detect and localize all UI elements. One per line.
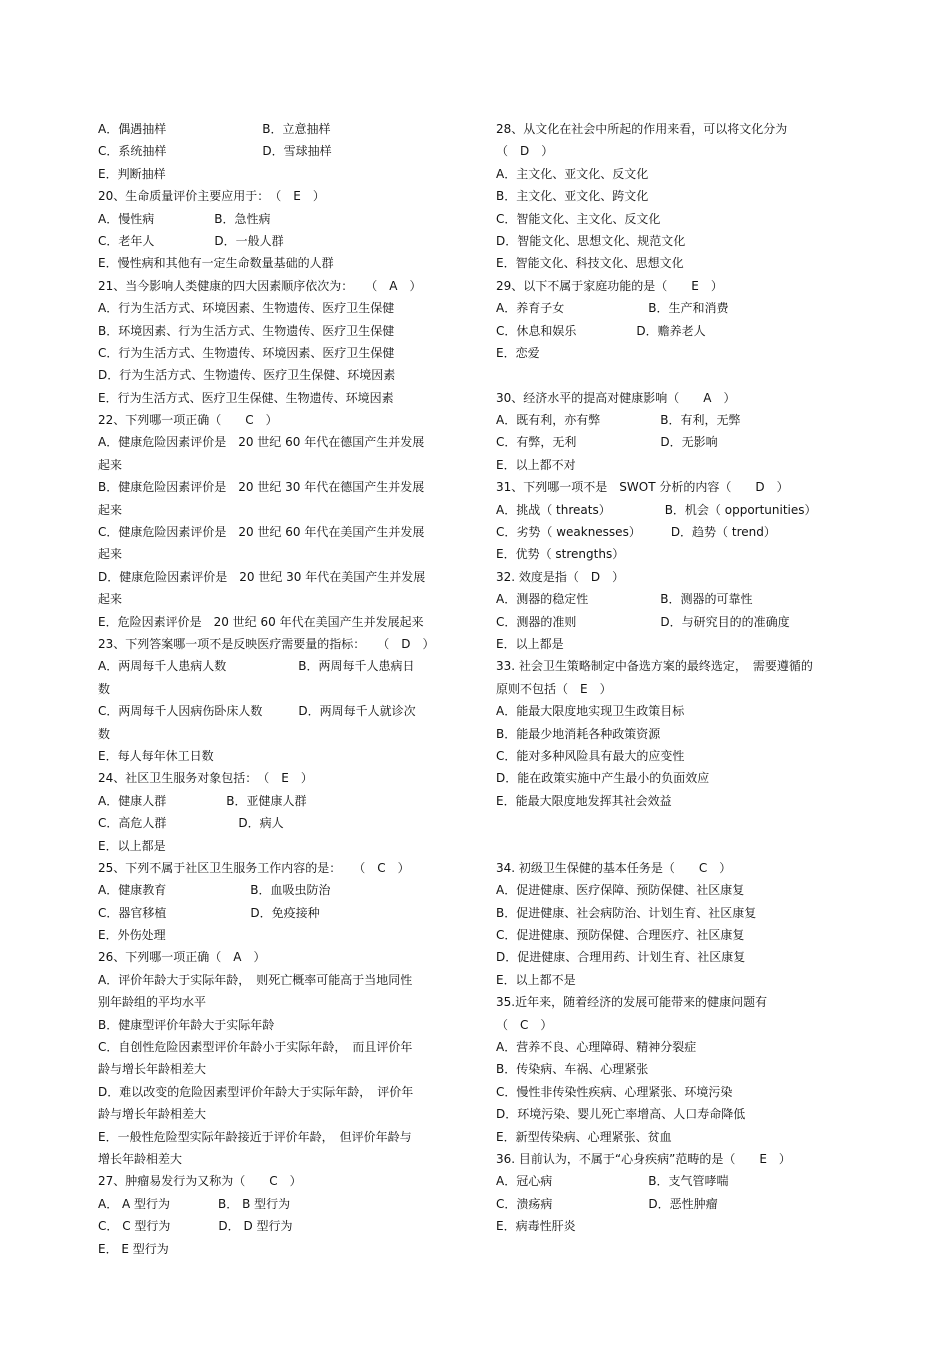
text-line: D．环境污染、婴儿死亡率增高、人口寿命降低 xyxy=(496,1107,746,1122)
text-line: 33. 社会卫生策略制定中备选方案的最终选定， 需要遵循的 xyxy=(496,659,813,674)
text-line: C．能对多种风险具有最大的应变性 xyxy=(496,748,685,763)
text-line: C．高危人群 D．病人 xyxy=(98,816,284,831)
text-line: E．判断抽样 xyxy=(98,166,166,181)
right-column xyxy=(496,118,866,1238)
text-line: 30、经济水平的提高对健康影响（ A ） xyxy=(496,390,736,405)
text-line: B．传染病、车祸、心理紧张 xyxy=(496,1062,649,1077)
text-line: 24、社区卫生服务对象包括： （ E ） xyxy=(98,771,313,786)
text-line: 龄与增长年龄相差大 xyxy=(98,1062,207,1077)
text-line: 原则不包括（ E ） xyxy=(496,681,612,696)
text-line: A．慢性病 B．急性病 xyxy=(98,211,271,226)
text-line: 31、下列哪一项不是 SWOT 分析的内容（ D ） xyxy=(496,480,789,495)
text-line: A．能最大限度地实现卫生政策目标 xyxy=(496,704,685,719)
text-line: E． E 型行为 xyxy=(98,1241,169,1256)
text-line: C．系统抽样 D．雪球抽样 xyxy=(98,144,332,159)
text-line: 27、肿瘤易发行为又称为（ C ） xyxy=(98,1174,302,1189)
text-line: （ C ） xyxy=(496,1017,553,1032)
text-line: E．慢性病和其他有一定生命数量基础的人群 xyxy=(98,256,334,271)
text-line: 36. 目前认为，不属于“心身疾病”范畴的是（ E ） xyxy=(496,1151,791,1166)
text-line: E．行为生活方式、医疗卫生保健、生物遗传、环境因素 xyxy=(98,390,394,405)
text-line: 32. 效度是指（ D ） xyxy=(496,569,625,584)
text-line: 数 xyxy=(98,681,111,696)
text-line: C．休息和娱乐 D．赡养老人 xyxy=(496,323,706,338)
text-line: A．健康教育 B．血吸虫防治 xyxy=(98,883,331,898)
text-line: A．健康危险因素评价是 20 世纪 60 年代在德国产生并发展 xyxy=(98,435,425,450)
text-line: C． C 型行为 D． D 型行为 xyxy=(98,1219,293,1234)
text-line: C．行为生活方式、生物遗传、环境因素、医疗卫生保健 xyxy=(98,345,395,360)
text-line: C．器官移植 D．免疫接种 xyxy=(98,905,320,920)
text-line: A．营养不良、心理障碍、精神分裂症 xyxy=(496,1040,697,1055)
text-line: B．主文化、亚文化、跨文化 xyxy=(496,189,649,204)
text-line: E．外伤处理 xyxy=(98,928,166,943)
text-line: E．危险因素评价是 20 世纪 60 年代在美国产生并发展起来 xyxy=(98,614,424,629)
text-line: C．健康危险因素评价是 20 世纪 60 年代在美国产生并发展 xyxy=(98,525,425,540)
text-line: 26、下列哪一项正确（ A ） xyxy=(98,950,266,965)
text-line: 别年龄组的平均水平 xyxy=(98,995,207,1010)
text-line: E．病毒性肝炎 xyxy=(496,1219,576,1234)
text-line: A．既有利，亦有弊 B．有利，无弊 xyxy=(496,413,741,428)
text-line: A．测器的稳定性 B．测器的可靠性 xyxy=(496,592,753,607)
text-line: 28、从文化在社会中所起的作用来看，可以将文化分为 xyxy=(496,122,788,136)
text-line: 龄与增长年龄相差大 xyxy=(98,1107,207,1122)
text-line: A．促进健康、医疗保障、预防保健、社区康复 xyxy=(496,883,745,898)
text-line: B．健康危险因素评价是 20 世纪 30 年代在德国产生并发展 xyxy=(98,480,425,495)
text-line: （ D ） xyxy=(496,144,554,159)
text-line: E．以上都不是 xyxy=(496,972,576,987)
text-line: 起来 xyxy=(98,592,123,607)
text-line: A．主文化、亚文化、反文化 xyxy=(496,166,649,181)
text-line: C．两周每千人因病伤卧床人数 D．两周每千人就诊次 xyxy=(98,704,416,719)
text-line: E．每人每年休工日数 xyxy=(98,748,214,763)
text-line xyxy=(496,364,866,386)
text-line: C．促进健康、预防保健、合理医疗、社区康复 xyxy=(496,928,745,943)
text-line xyxy=(496,812,866,834)
text-line: E．能最大限度地发挥其社会效益 xyxy=(496,793,672,808)
text-line: C．老年人 D．一般人群 xyxy=(98,233,284,248)
text-line: C．测器的准则 D．与研究目的的准确度 xyxy=(496,614,790,629)
text-line: B．促进健康、社会病防治、计划生育、社区康复 xyxy=(496,905,757,920)
text-line: A．冠心病 B．支气管哮喘 xyxy=(496,1174,729,1189)
text-line: E．新型传染病、心理紧张、贫血 xyxy=(496,1129,672,1144)
text-line: 34. 初级卫生保健的基本任务是（ C ） xyxy=(496,860,732,875)
text-line: 起来 xyxy=(98,502,123,517)
text-line: 25、下列不属于社区卫生服务工作内容的是： （ C ） xyxy=(98,860,410,875)
text-line: E．以上都不对 xyxy=(496,457,576,472)
text-line: A．健康人群 B．亚健康人群 xyxy=(98,793,307,808)
text-line: A．偶遇抽样 B．立意抽样 xyxy=(98,122,331,136)
text-line: 23、下列答案哪一项不是反映医疗需要量的指标： （ D ） xyxy=(98,636,435,651)
text-line: E．一般性危险型实际年龄接近于评价年龄， 但评价年龄与 xyxy=(98,1129,412,1144)
text-line: C．劣势（ weaknesses） D．趋势（ trend） xyxy=(496,525,776,540)
text-line: A． A 型行为 B． B 型行为 xyxy=(98,1196,291,1211)
text-line: E．智能文化、科技文化、思想文化 xyxy=(496,256,684,271)
text-line: C．慢性非传染性疾病、心理紧张、环境污染 xyxy=(496,1084,733,1099)
text-line: D．智能文化、思想文化、规范文化 xyxy=(496,233,686,248)
text-line: C．智能文化、主文化、反文化 xyxy=(496,211,661,226)
text-line: B．健康型评价年龄大于实际年龄 xyxy=(98,1017,275,1032)
text-line: 起来 xyxy=(98,457,123,472)
text-line: E．以上都是 xyxy=(496,636,564,651)
text-line: E．以上都是 xyxy=(98,838,166,853)
text-line: A．两周每千人患病人数 B．两周每千人患病日 xyxy=(98,659,415,674)
text-line: E．优势（ strengths） xyxy=(496,547,625,562)
text-line: D．促进健康、合理用药、计划生育、社区康复 xyxy=(496,950,746,965)
text-line: D．行为生活方式、生物遗传、医疗卫生保健、环境因素 xyxy=(98,368,396,383)
text-line: A．养育子女 B．生产和消费 xyxy=(496,301,729,316)
text-line: C．有弊，无利 D．无影响 xyxy=(496,435,718,450)
text-line: 数 xyxy=(98,726,111,741)
text-line: D．能在政策实施中产生最小的负面效应 xyxy=(496,771,710,786)
text-line: 22、下列哪一项正确（ C ） xyxy=(98,413,278,428)
text-line: 20、生命质量评价主要应用于： （ E ） xyxy=(98,189,325,204)
text-line: A．挑战（ threats） B．机会（ opportunities） xyxy=(496,502,817,517)
text-line: B．能最少地消耗各种政策资源 xyxy=(496,726,661,741)
text-line xyxy=(496,835,866,857)
left-column xyxy=(98,118,470,1260)
text-line: 增长年龄相差大 xyxy=(98,1151,183,1166)
text-line: D．健康危险因素评价是 20 世纪 30 年代在美国产生并发展 xyxy=(98,569,426,584)
text-line: E．恋爱 xyxy=(496,345,540,360)
text-line: 35.近年来，随着经济的发展可能带来的健康问题有 xyxy=(496,995,768,1010)
text-line: 起来 xyxy=(98,547,123,562)
text-line: A．行为生活方式、环境因素、生物遗传、医疗卫生保健 xyxy=(98,301,395,316)
text-line: D．难以改变的危险因素型评价年龄大于实际年龄， 评价年 xyxy=(98,1084,414,1099)
text-line: B．环境因素、行为生活方式、生物遗传、医疗卫生保健 xyxy=(98,323,395,338)
text-line: A．评价年龄大于实际年龄， 则死亡概率可能高于当地同性 xyxy=(98,972,413,987)
text-line: C．溃疡病 D．恶性肿瘤 xyxy=(496,1196,718,1211)
text-line: C．自创性危险因素型评价年龄小于实际年龄， 而且评价年 xyxy=(98,1040,413,1055)
text-line: 29、以下不属于家庭功能的是（ E ） xyxy=(496,278,723,293)
text-line: 21、当今影响人类健康的四大因素顺序依次为： （ A ） xyxy=(98,278,422,293)
